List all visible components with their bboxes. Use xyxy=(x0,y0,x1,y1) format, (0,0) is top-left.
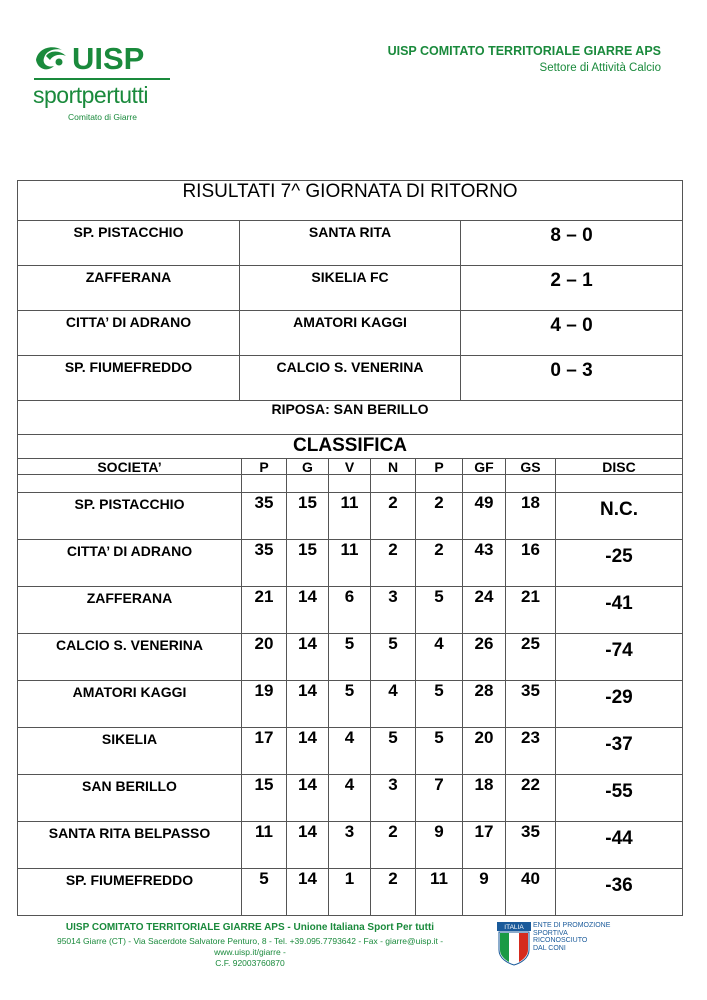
discipline-points: -36 xyxy=(556,869,683,916)
stat-cell: 24 xyxy=(463,587,506,634)
away-team: AMATORI KAGGI xyxy=(240,311,461,356)
stat-cell: 23 xyxy=(506,728,556,775)
team-name: SP. FIUMEFREDDO xyxy=(18,869,242,916)
stat-cell: 26 xyxy=(463,634,506,681)
column-header: G xyxy=(287,459,329,493)
match-row xyxy=(18,356,683,401)
footer-tax-code: C.F. 92003760870 xyxy=(215,958,285,968)
footer-org: UISP COMITATO TERRITORIALE GIARRE APS - Unione Italiana Sport Per tutti xyxy=(65,922,435,933)
home-team: SP. FIUMEFREDDO xyxy=(18,356,240,401)
stat-cell: 14 xyxy=(287,634,329,681)
stat-cell: 2 xyxy=(416,540,463,587)
stat-cell: 3 xyxy=(329,822,371,869)
team-name: SP. PISTACCHIO xyxy=(18,493,242,540)
stat-cell: 35 xyxy=(506,822,556,869)
stat-cell: 2 xyxy=(371,540,416,587)
standings-row xyxy=(18,681,683,728)
team-name: CITTA’ DI ADRANO xyxy=(18,540,242,587)
org-name: UISP COMITATO TERRITORIALE GIARRE APS xyxy=(387,44,661,58)
coni-line: SPORTIVA xyxy=(533,929,568,937)
team-name: AMATORI KAGGI xyxy=(18,681,242,728)
stat-cell: 18 xyxy=(463,775,506,822)
home-team: SP. PISTACCHIO xyxy=(18,221,240,266)
stat-cell: 5 xyxy=(371,634,416,681)
stat-cell: 19 xyxy=(242,681,287,728)
stat-cell: 17 xyxy=(463,822,506,869)
stat-cell: 2 xyxy=(371,493,416,540)
stat-cell: 5 xyxy=(416,728,463,775)
stat-cell: 1 xyxy=(329,869,371,916)
stat-cell: 5 xyxy=(371,728,416,775)
stat-cell: 2 xyxy=(371,822,416,869)
team-name: SAN BERILLO xyxy=(18,775,242,822)
stat-cell: 28 xyxy=(463,681,506,728)
results-title: RISULTATI 7^ GIORNATA DI RITORNO xyxy=(18,181,683,221)
footer-address-line: 95014 Giarre (CT) - Via Sacerdote Salvatore Penturo, 8 - Tel. +39.095.7793642 - Fax - giarre@uisp.it - www.uisp.it/giarre - xyxy=(56,936,444,957)
match-score: 0 – 3 xyxy=(461,356,683,401)
logo-committee: Comitato di Giarre xyxy=(68,112,137,122)
match-row xyxy=(18,311,683,356)
stat-cell: 25 xyxy=(506,634,556,681)
stat-cell: 14 xyxy=(287,681,329,728)
stat-cell: 7 xyxy=(416,775,463,822)
match-score: 8 – 0 xyxy=(461,221,683,266)
stat-cell: 15 xyxy=(242,775,287,822)
logo-tagline: sportpertutti xyxy=(33,82,148,108)
stat-cell: 14 xyxy=(287,587,329,634)
match-row xyxy=(18,266,683,311)
team-name: CALCIO S. VENERINA xyxy=(18,634,242,681)
logo-name: UISP xyxy=(72,41,145,76)
org-sector: Settore di Attività Calcio xyxy=(539,62,661,74)
standings-row xyxy=(18,728,683,775)
discipline-points: -25 xyxy=(556,540,683,587)
column-header: N xyxy=(371,459,416,493)
discipline-points: -74 xyxy=(556,634,683,681)
team-name: SIKELIA xyxy=(18,728,242,775)
column-header: GF xyxy=(463,459,506,493)
stat-cell: 20 xyxy=(242,634,287,681)
standings-row xyxy=(18,869,683,916)
stat-cell: 16 xyxy=(506,540,556,587)
standings-row xyxy=(18,634,683,681)
uisp-swirl-icon xyxy=(32,42,70,74)
standings-table xyxy=(17,458,683,916)
stat-cell: 5 xyxy=(416,681,463,728)
stat-cell: 15 xyxy=(287,540,329,587)
stat-cell: 3 xyxy=(371,587,416,634)
stat-cell: 9 xyxy=(416,822,463,869)
stat-cell: 11 xyxy=(329,493,371,540)
standings-row xyxy=(18,587,683,634)
stat-cell: 4 xyxy=(416,634,463,681)
stat-cell: 35 xyxy=(242,540,287,587)
stat-cell: 14 xyxy=(287,822,329,869)
column-header: V xyxy=(329,459,371,493)
away-team: SANTA RITA xyxy=(240,221,461,266)
stat-cell: 22 xyxy=(506,775,556,822)
team-name: SANTA RITA BELPASSO xyxy=(18,822,242,869)
discipline-points: -44 xyxy=(556,822,683,869)
away-team: CALCIO S. VENERINA xyxy=(240,356,461,401)
match-score: 2 – 1 xyxy=(461,266,683,311)
stat-cell: 14 xyxy=(287,869,329,916)
stat-cell: 5 xyxy=(242,869,287,916)
stat-cell: 40 xyxy=(506,869,556,916)
coni-line: RICONOSCIUTO xyxy=(533,937,588,944)
standings-row xyxy=(18,540,683,587)
stat-cell: 5 xyxy=(329,634,371,681)
standings-body xyxy=(18,493,683,916)
stat-cell: 18 xyxy=(506,493,556,540)
home-team: ZAFFERANA xyxy=(18,266,240,311)
italia-label: ITALIA xyxy=(504,924,524,931)
stat-cell: 15 xyxy=(287,493,329,540)
stat-cell: 11 xyxy=(329,540,371,587)
rest-team: RIPOSA: SAN BERILLO xyxy=(18,401,683,435)
discipline-points: N.C. xyxy=(556,493,683,540)
column-header: P xyxy=(242,459,287,493)
stat-cell: 4 xyxy=(329,728,371,775)
standings-row xyxy=(18,822,683,869)
stat-cell: 2 xyxy=(371,869,416,916)
stat-cell: 14 xyxy=(287,775,329,822)
stat-cell: 21 xyxy=(242,587,287,634)
stat-cell: 35 xyxy=(506,681,556,728)
stat-cell: 17 xyxy=(242,728,287,775)
stat-cell: 4 xyxy=(329,775,371,822)
stat-cell: 20 xyxy=(463,728,506,775)
stat-cell: 3 xyxy=(371,775,416,822)
home-team: CITTA’ DI ADRANO xyxy=(18,311,240,356)
stat-cell: 11 xyxy=(416,869,463,916)
stat-cell: 21 xyxy=(506,587,556,634)
away-team: SIKELIA FC xyxy=(240,266,461,311)
match-row xyxy=(18,221,683,266)
stat-cell: 4 xyxy=(371,681,416,728)
stat-cell: 14 xyxy=(287,728,329,775)
stat-cell: 49 xyxy=(463,493,506,540)
column-header: SOCIETA’ xyxy=(18,459,242,493)
logo-divider xyxy=(34,78,170,80)
standings-row xyxy=(18,493,683,540)
match-score: 4 – 0 xyxy=(461,311,683,356)
results-table xyxy=(17,180,683,475)
footer-address xyxy=(40,936,460,969)
standings-row xyxy=(18,775,683,822)
stat-cell: 9 xyxy=(463,869,506,916)
discipline-points: -55 xyxy=(556,775,683,822)
italia-shield-icon xyxy=(497,922,531,966)
coni-line: DAL CONI xyxy=(533,944,566,952)
stat-cell: 2 xyxy=(416,493,463,540)
column-header: P xyxy=(416,459,463,493)
coni-recognition xyxy=(533,922,610,952)
stat-cell: 11 xyxy=(242,822,287,869)
coni-line: ENTE DI PROMOZIONE xyxy=(533,922,611,929)
column-header: GS xyxy=(506,459,556,493)
stat-cell: 43 xyxy=(463,540,506,587)
discipline-points: -29 xyxy=(556,681,683,728)
standings-title: CLASSIFICA xyxy=(18,435,683,475)
uisp-logo xyxy=(32,40,182,125)
team-name: ZAFFERANA xyxy=(18,587,242,634)
stat-cell: 6 xyxy=(329,587,371,634)
standings-header-row xyxy=(18,459,683,493)
stat-cell: 35 xyxy=(242,493,287,540)
stat-cell: 5 xyxy=(416,587,463,634)
discipline-points: -37 xyxy=(556,728,683,775)
discipline-points: -41 xyxy=(556,587,683,634)
column-header: DISC xyxy=(556,459,683,493)
stat-cell: 5 xyxy=(329,681,371,728)
